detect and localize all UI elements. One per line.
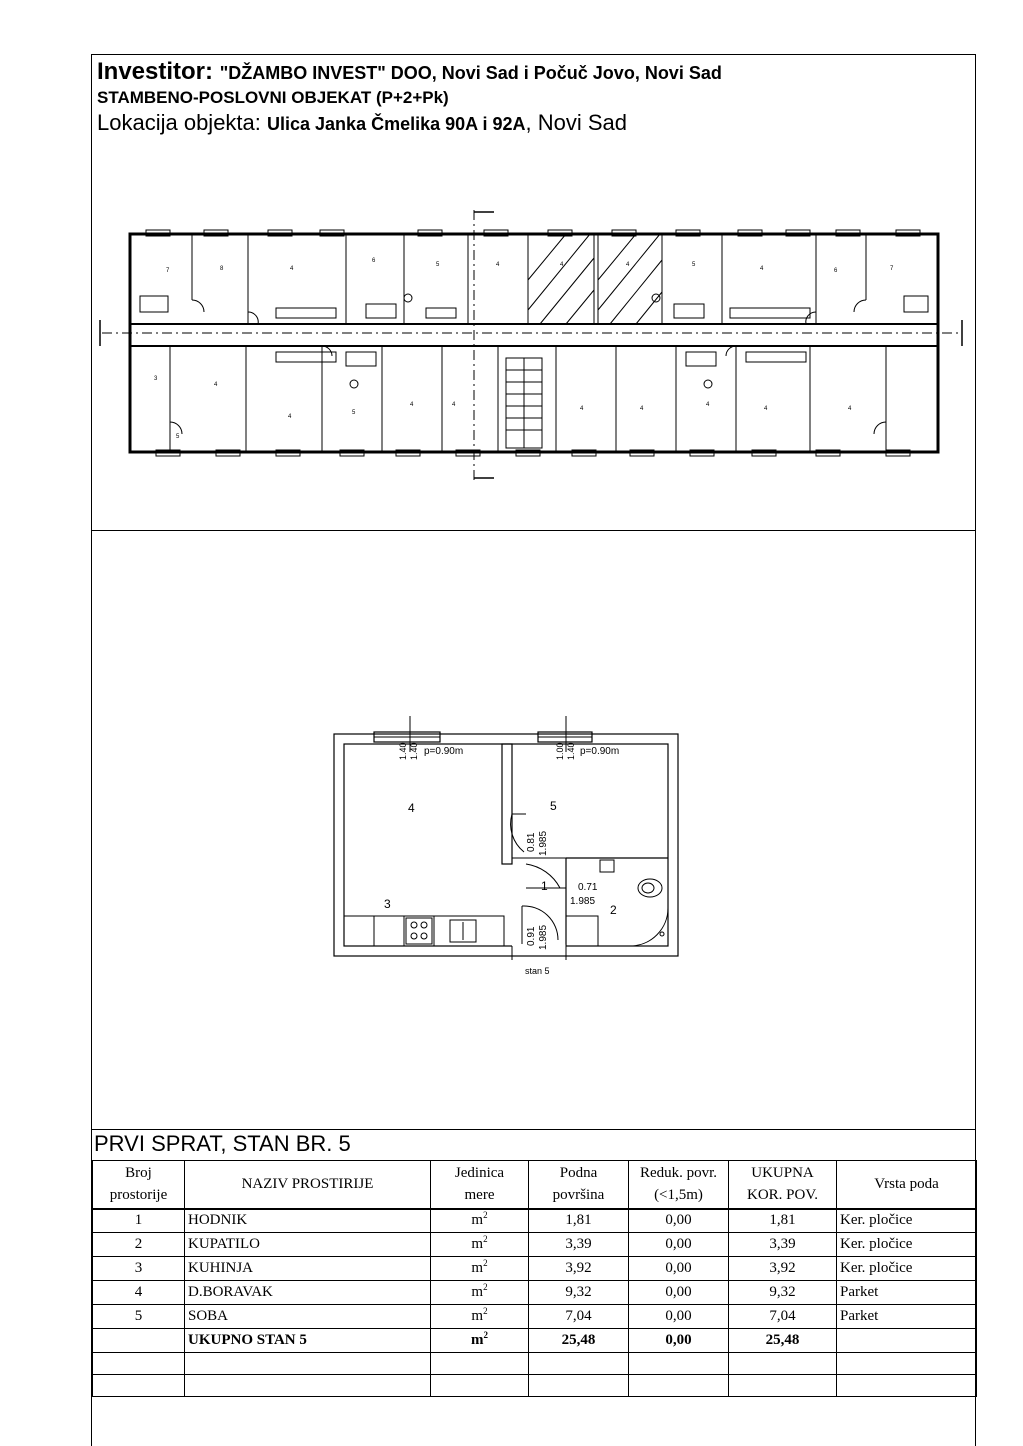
- rooms-table: [92, 1160, 977, 1397]
- header-room-name: NAZIV PROSTIRIJE: [185, 1161, 431, 1209]
- svg-text:4: 4: [760, 266, 764, 272]
- svg-text:7: 7: [166, 268, 170, 274]
- dim-left-b: 1.40: [409, 742, 419, 760]
- header-unit: Jedinica mere: [431, 1161, 529, 1209]
- apartment-5-plan: [330, 712, 690, 982]
- svg-text:4: 4: [640, 406, 644, 412]
- section-title: PRVI SPRAT, STAN BR. 5: [94, 1131, 351, 1156]
- svg-text:4: 4: [452, 402, 456, 408]
- svg-text:6: 6: [834, 268, 838, 274]
- svg-text:4: 4: [560, 262, 564, 268]
- svg-text:4: 4: [410, 402, 414, 408]
- table-total-row: UKUPNO STAN 5 $m^2$ 25,48 0,00 25,48: [93, 1329, 977, 1353]
- table-header-row: [93, 1161, 977, 1209]
- svg-text:7: 7: [890, 266, 894, 272]
- svg-text:5: 5: [176, 434, 180, 440]
- svg-text:4: 4: [580, 406, 584, 412]
- svg-text:4: 4: [764, 406, 768, 412]
- door-b-width: 0.71: [578, 882, 598, 893]
- svg-text:3: 3: [154, 376, 158, 382]
- svg-text:5: 5: [436, 262, 440, 268]
- dim-right-b: 1.40: [566, 742, 576, 760]
- table-row: 5 SOBA $m^2$ 7,04 0,00 7,04 Parket: [93, 1305, 977, 1329]
- svg-text:5: 5: [352, 410, 356, 416]
- room-1-label: 1: [541, 879, 548, 893]
- header-room-number: Broj prostorije: [93, 1161, 185, 1209]
- location-city: , Novi Sad: [525, 110, 627, 135]
- table-row: 2 KUPATILO $m^2$ 3,39 0,00 3,39 Ker. pločice: [93, 1233, 977, 1257]
- table-empty-row: [93, 1353, 977, 1375]
- room-5-label: 5: [550, 799, 557, 813]
- location-line: [97, 109, 967, 138]
- dim-left: 1.40: [398, 742, 408, 760]
- header-floor-type: Vrsta poda: [837, 1161, 977, 1209]
- entrance-label: stan 5: [525, 966, 550, 976]
- svg-text:5: 5: [692, 262, 696, 268]
- svg-text:4: 4: [290, 266, 294, 272]
- building-type: STAMBENO-POSLOVNI OBJEKAT (P+2+Pk): [97, 88, 449, 107]
- room-4-label: 4: [408, 801, 415, 815]
- room-3-label: 3: [384, 897, 391, 911]
- floor-plan-overview: [96, 200, 966, 490]
- svg-text:4: 4: [848, 406, 852, 412]
- investor-line: [97, 58, 967, 87]
- dim-right-a: 1.00: [555, 742, 565, 760]
- svg-text:4: 4: [496, 262, 500, 268]
- svg-text:6: 6: [372, 258, 376, 264]
- table-row: 4 D.BORAVAK $m^2$ 9,32 0,00 9,32 Parket: [93, 1281, 977, 1305]
- table-empty-row: [93, 1375, 977, 1397]
- svg-text:4: 4: [288, 414, 292, 420]
- door-a-height: 1.985: [538, 830, 549, 856]
- investor-value: "DŽAMBO INVEST" DOO, Novi Sad i Počuč Jovo, Novi Sad: [219, 63, 722, 83]
- door-c-height: 1.985: [538, 924, 549, 950]
- header-total-area: UKUPNA KOR. POV.: [729, 1161, 837, 1209]
- svg-text:8: 8: [220, 266, 224, 272]
- door-c-width: 0.91: [526, 926, 537, 946]
- location-street: Ulica Janka Čmelika 90A i 92A: [267, 114, 526, 134]
- header-reduced-area: Reduk. povr. (<1,5m): [629, 1161, 729, 1209]
- svg-text:4: 4: [706, 402, 710, 408]
- table-row: 1 HODNIK $m^2$ 1,81 0,00 1,81 Ker. pločice: [93, 1209, 977, 1233]
- location-label: Lokacija objekta:: [97, 110, 261, 135]
- divider-plan: [91, 530, 976, 531]
- svg-text:4: 4: [214, 382, 218, 388]
- door-b-height: 1.985: [570, 896, 596, 907]
- window-left-label: p=0.90m: [424, 746, 464, 757]
- header-floor-area: Podna površina: [529, 1161, 629, 1209]
- room-2-label: 2: [610, 903, 617, 917]
- svg-text:4: 4: [626, 262, 630, 268]
- title-block: [97, 58, 967, 138]
- window-right-label: p=0.90m: [580, 746, 620, 757]
- door-a-width: 0.81: [526, 832, 537, 852]
- table-row: 3 KUHINJA $m^2$ 3,92 0,00 3,92 Ker. pločice: [93, 1257, 977, 1281]
- investor-label: Investitor:: [97, 58, 214, 85]
